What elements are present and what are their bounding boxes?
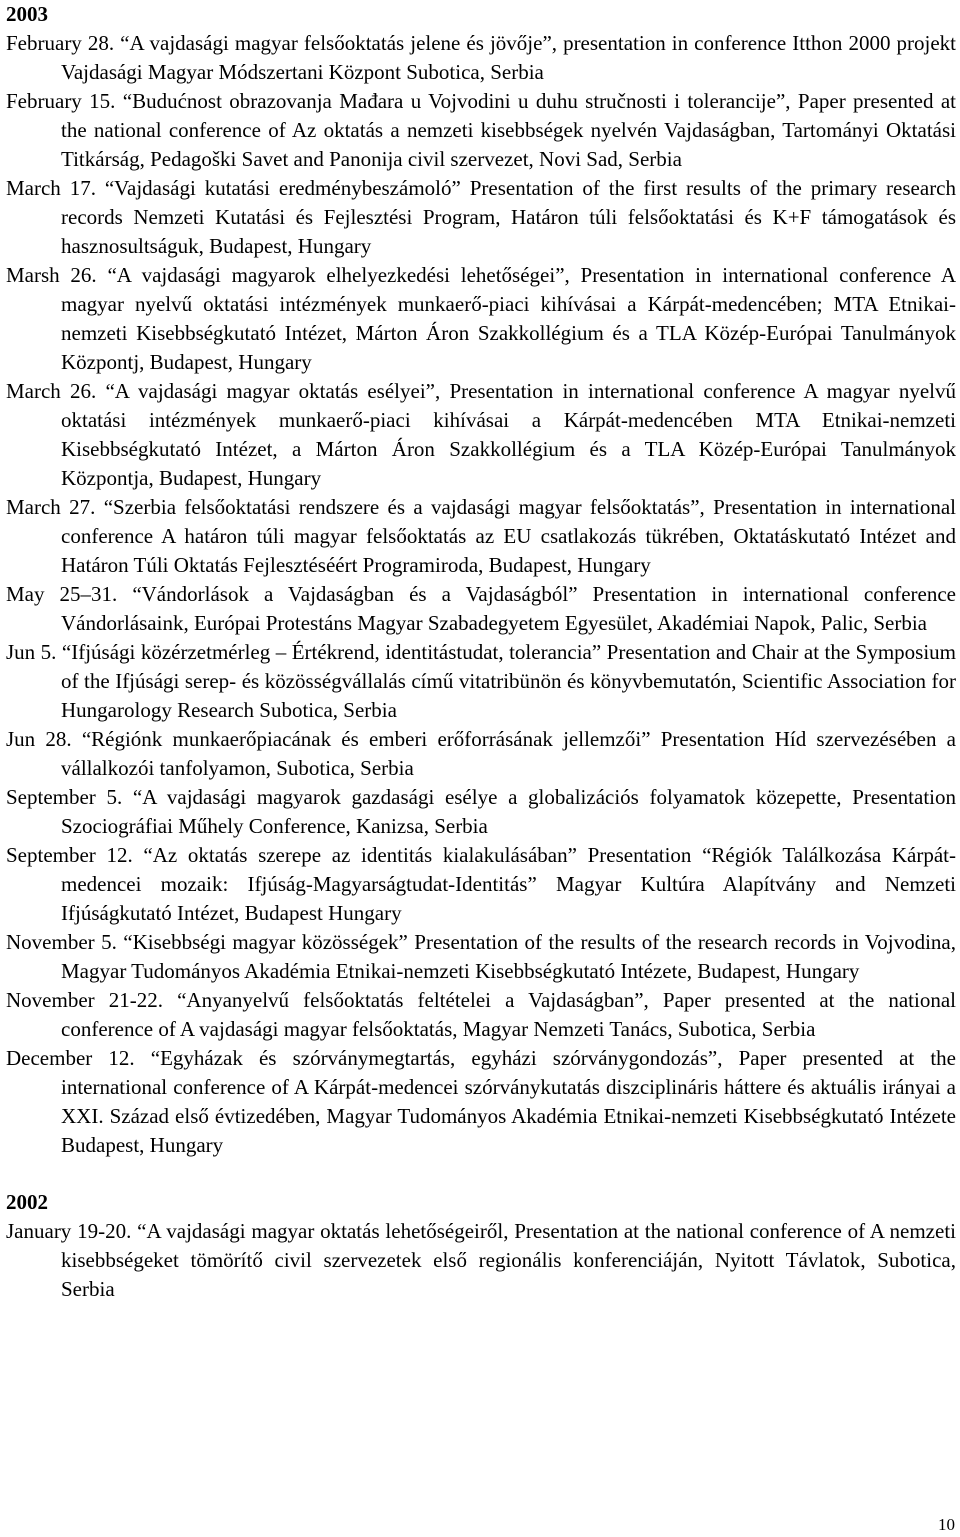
entry-date: March 27. [6,495,96,519]
entry-item [6,377,956,493]
entry-text: “Szerbia felsőoktatási rendszere és a vajdasági magyar felsőoktatás”, Presentation in international conference A határon túli magyar felsőoktatás az EU csatlakozás tükrében, Oktatáskutató Intézet and Határon Túli Oktatás Fejlesztéséért Programiroda, Budapest, Hungary [61,495,957,577]
entry-text: “Vajdasági kutatási eredménybeszámoló” Presentation of the first results of the primary research records Nemzeti Kutatási és Fejlesztési Program, Határon túli felsőoktatási és K+F támogatások és hasznosultságuk, Budapest, Hungary [61,176,957,258]
year-heading: 2003 [6,2,48,26]
entry-date: May 25–31. [6,582,118,606]
entry-item [6,725,956,783]
entry-item [6,580,956,638]
entry-text: “Ifjúsági közérzetmérleg – Értékrend, identitástudat, tolerancia” Presentation and Chair at the Symposium of the Ifjúsági serep- és közösségvállalás című vitatribünön és könyvbemutatón, Scientific Association for Hungarology Research Subotica, Serbia [61,640,956,722]
entry-item [6,261,956,377]
entry-item [6,986,956,1044]
entry-date: September 12. [6,843,133,867]
entry-date: Marsh 26. [6,263,97,287]
entry-text: “Az oktatás szerepe az identitás kialakulásában” Presentation “Régiók Találkozása Kárpát-medencei mozaik: Ifjúság-Magyarságtudat-Identitás” Magyar Kultúra Alapítvány and Nemzeti Ifjúságkutató Intézet, Budapest Hungary [61,843,957,925]
entry-date: November 21-22. [6,988,163,1012]
page-number: 10 [938,1515,955,1534]
entry-item [6,928,956,986]
entry-text: “A vajdasági magyar oktatás esélyei”, Presentation in international conference A magyar nyelvű oktatási intézmények munkaerő-piaci kihívásai a Kárpát-medencében MTA Etnikai-nemzeti Kisebbségkutató Intézet, a Márton Áron Szakkollégium és a TLA Közép-Európai Tanulmányok Központja, Budapest, Hungary [61,379,956,490]
entry-text: “A vajdasági magyarok elhelyezkedési lehetőségei”, Presentation in international conference A magyar nyelvű oktatási intézmények munkaerő-piaci kihívásai a Kárpát-medencében; MTA Etnikai-nemzeti Kisebbségkutató Intézet, Márton Áron Szakkollégium és a TLA Közép-Európai Tanulmányok Központj, Budapest, Hungary [61,263,956,374]
entry-text: “Budućnost obrazovanja Mađara u Vojvodini u duhu stručnosti i tolerancije”, Paper presented at the national conference of Az oktatás a nemzeti kisebbségek nyelvén Vajdaságban, Tartományi Oktatási Titkárság, Pedagoški Savet and Panonija civil szervezet, Novi Sad, Serbia [61,89,957,171]
entry-date: Jun 28. [6,727,72,751]
entry-text: “A vajdasági magyar oktatás lehetőségeiről, Presentation at the national conference of A nemzeti kisebbségeket tömörítő civil szervezetek első regionális konferenciáján, Nyitott Távlatok, Subotica, Serbia [61,1219,956,1301]
entry-item [6,174,956,261]
entry-date: December 12. [6,1046,135,1070]
entry-date: September 5. [6,785,123,809]
entry-date: March 17. [6,176,96,200]
entry-item [6,87,956,174]
entry-date: November 5. [6,930,117,954]
entry-item [6,783,956,841]
section-2002 [6,1188,956,1304]
entry-list [6,29,956,1160]
entry-item [6,1217,956,1304]
entry-text: “Egyházak és szórványmegtartás, egyházi szórványgondozás”, Paper presented at the international conference of A Kárpát-medencei szórványkutatás diszciplináris háttere és aktuális irányai a XXI. Század első évtizedében, Magyar Tudományos Akadémia Etnikai-nemzeti Kisebbségkutató Intézete Budapest, Hungary [61,1046,956,1157]
entry-date: January 19-20. [6,1219,132,1243]
entry-item [6,1044,956,1160]
entry-item [6,841,956,928]
year-heading: 2002 [6,1190,48,1214]
entry-text: “Anyanyelvű felsőoktatás feltételei a Vajdaságban”, Paper presented at the national conference of A vajdasági magyar felsőoktatás, Magyar Nemzeti Tanács, Subotica, Serbia [61,988,956,1041]
entry-text: “Kisebbségi magyar közösségek” Presentation of the results of the research records in Vojvodina, Magyar Tudományos Akadémia Etnikai-nemzeti Kisebbségkutató Intézete, Budapest, Hungary [61,930,957,983]
entry-text: “Régiónk munkaerőpiacának és emberi erőforrásának jellemzői” Presentation Híd szervezésében a vállalkozói tanfolyamon, Subotica, Serbia [61,727,957,780]
entry-date: February 28. [6,31,115,55]
entry-text: “A vajdasági magyar felsőoktatás jelene és jövője”, presentation in conference Itthon 2000 projekt Vajdasági Magyar Módszertani Központ Subotica, Serbia [61,31,956,84]
entry-item [6,29,956,87]
entry-item [6,493,956,580]
entry-item [6,638,956,725]
entry-date: Jun 5. [6,640,57,664]
document-page [6,0,956,1304]
entry-list [6,1217,956,1304]
entry-date: February 15. [6,89,116,113]
entry-date: March 26. [6,379,97,403]
section-2003 [6,0,956,1160]
entry-text: “Vándorlások a Vajdaságban és a Vajdaságból” Presentation in international conference Vándorlásaink, Európai Protestáns Magyar Szabadegyetem Egyesület, Akadémiai Napok, Palic, Serbia [61,582,957,635]
entry-text: “A vajdasági magyarok gazdasági esélye a globalizációs folyamatok közepette, Presentation Szociográfiai Műhely Conference, Kanizsa, Serbia [61,785,956,838]
